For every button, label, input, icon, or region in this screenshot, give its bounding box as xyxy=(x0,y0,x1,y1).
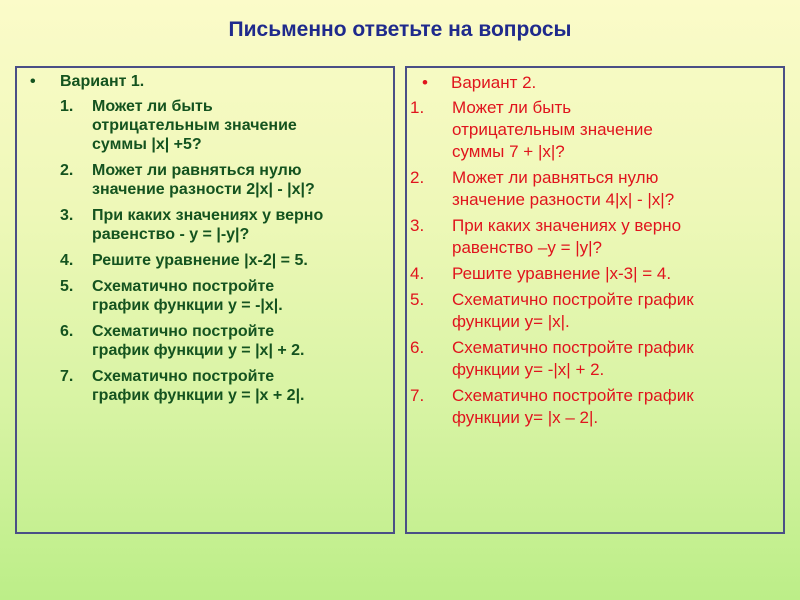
question-number: 3. xyxy=(410,216,425,235)
question-line: Схематично постройте график xyxy=(452,338,694,357)
question-line: значение разности 2|x| - |x|? xyxy=(92,181,315,198)
question-item xyxy=(410,385,780,429)
question-line: суммы 7 + |x|? xyxy=(452,142,565,161)
question-line: отрицательным значение xyxy=(92,117,297,134)
bullet-icon: • xyxy=(30,73,36,90)
question-item xyxy=(410,167,780,211)
question-number: 6. xyxy=(410,338,425,357)
question-text xyxy=(452,167,780,211)
question-number: 7. xyxy=(410,386,425,405)
variant-2-content xyxy=(410,72,780,433)
question-line: график функции у = |х + 2|. xyxy=(92,387,305,404)
question-number: 4. xyxy=(60,252,74,269)
question-item xyxy=(30,367,382,405)
variant-2-questions xyxy=(410,97,780,429)
variant-1-questions xyxy=(30,97,382,405)
question-item xyxy=(410,97,780,163)
question-item xyxy=(30,97,382,154)
variant-2-label: Вариант 2. xyxy=(451,73,537,92)
question-number: 5. xyxy=(410,290,425,309)
question-text xyxy=(92,161,382,199)
question-text xyxy=(92,251,382,270)
question-text xyxy=(452,289,780,333)
question-item xyxy=(30,161,382,199)
question-line: Схематично постройте xyxy=(92,323,275,340)
question-line: равенство –у = |у|? xyxy=(452,238,603,257)
question-text xyxy=(92,97,382,154)
question-text xyxy=(92,206,382,244)
question-text xyxy=(452,337,780,381)
question-line: Решите уравнение |x-3| = 4. xyxy=(452,264,672,283)
question-line: Схематично постройте график xyxy=(452,290,694,309)
question-line: Решите уравнение |x-2| = 5. xyxy=(92,252,308,269)
question-number: 3. xyxy=(60,207,74,224)
question-line: функции у= |х|. xyxy=(452,312,570,331)
question-text xyxy=(452,385,780,429)
variant-1-panel xyxy=(15,66,395,534)
question-line: функции у= -|х| + 2. xyxy=(452,360,605,379)
question-line: При каких значениях у верно xyxy=(452,216,682,235)
question-number: 2. xyxy=(410,168,425,187)
question-line: отрицательным значение xyxy=(452,120,653,139)
variant-2-header xyxy=(410,72,780,94)
question-text xyxy=(92,277,382,315)
question-line: Схематично постройте xyxy=(92,278,275,295)
question-item xyxy=(30,277,382,315)
variant-2-panel xyxy=(405,66,785,534)
question-text xyxy=(92,322,382,360)
question-line: график функции у = -|х|. xyxy=(92,297,283,314)
question-text xyxy=(452,97,780,163)
variant-1-content xyxy=(30,72,382,412)
question-item xyxy=(30,322,382,360)
question-number: 2. xyxy=(60,162,74,179)
question-item xyxy=(30,251,382,270)
question-line: Может ли равняться нулю xyxy=(452,168,659,187)
question-line: Может ли равняться нулю xyxy=(92,162,302,179)
question-line: график функции у = |х| + 2. xyxy=(92,342,305,359)
question-number: 6. xyxy=(60,323,74,340)
question-item xyxy=(410,289,780,333)
question-number: 5. xyxy=(60,278,74,295)
question-text xyxy=(92,367,382,405)
question-line: функции у= |х – 2|. xyxy=(452,408,599,427)
question-line: равенство - у = |-у|? xyxy=(92,226,250,243)
question-line: значение разности 4|x| - |x|? xyxy=(452,190,675,209)
question-text xyxy=(452,215,780,259)
variant-1-header xyxy=(30,72,382,91)
question-number: 7. xyxy=(60,368,74,385)
variant-1-label: Вариант 1. xyxy=(60,73,145,90)
question-line: Схематично постройте xyxy=(92,368,275,385)
page-title: Письменно ответьте на вопросы xyxy=(228,18,572,41)
question-number: 1. xyxy=(410,98,425,117)
bullet-icon: • xyxy=(422,73,428,92)
question-item xyxy=(410,337,780,381)
question-line: суммы |x| +5? xyxy=(92,136,202,153)
question-item xyxy=(30,206,382,244)
question-line: Может ли быть xyxy=(452,98,572,117)
question-item xyxy=(410,215,780,259)
question-line: При каких значениях у верно xyxy=(92,207,324,224)
question-line: Может ли быть xyxy=(92,98,213,115)
question-item xyxy=(410,263,780,285)
question-text xyxy=(452,263,780,285)
question-line: Схематично постройте график xyxy=(452,386,694,405)
question-number: 1. xyxy=(60,98,74,115)
question-number: 4. xyxy=(410,264,425,283)
